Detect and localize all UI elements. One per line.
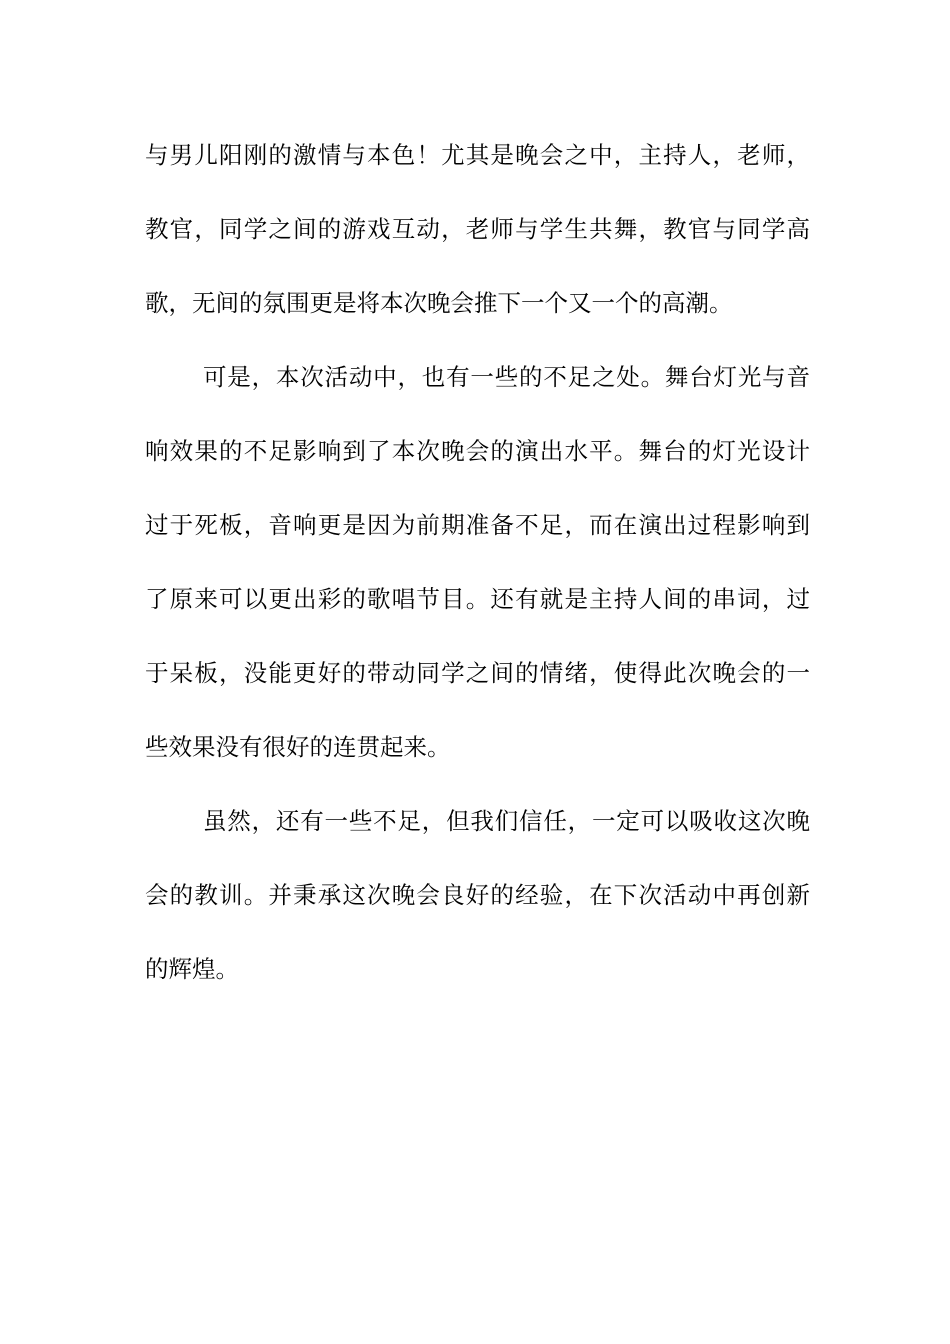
- document-body: [145, 118, 810, 1006]
- text-line: 过于死板，音响更是因为前期准备不足，而在演出过程影响到: [145, 511, 810, 539]
- text-line: 歌，无间的氛围更是将本次晚会推下一个又一个的高潮。: [145, 289, 733, 317]
- paragraph-2: [145, 340, 810, 784]
- text-line: 教官，同学之间的游戏互动，老师与学生共舞，教官与同学高: [145, 215, 810, 243]
- text-line: 会的教训。并秉承这次晚会良好的经验，在下次活动中再创新: [145, 881, 810, 909]
- paragraph-3: [145, 784, 810, 1006]
- text-line: 可是，本次活动中，也有一些的不足之处。舞台灯光与音: [203, 363, 810, 391]
- text-line: 于呆板，没能更好的带动同学之间的情绪，使得此次晚会的一: [145, 659, 810, 687]
- text-line: 响效果的不足影响到了本次晚会的演出水平。舞台的灯光设计: [145, 437, 810, 465]
- paragraph-1: [145, 118, 810, 340]
- text-line: 了原来可以更出彩的歌唱节目。还有就是主持人间的串词，过: [145, 585, 810, 613]
- text-line: 些效果没有很好的连贯起来。: [145, 733, 451, 761]
- text-line: 虽然，还有一些不足，但我们信任，一定可以吸收这次晚: [203, 807, 810, 835]
- text-line: 的辉煌。: [145, 955, 239, 983]
- text-line: 与男儿阳刚的激情与本色！尤其是晚会之中，主持人，老师，: [145, 141, 810, 169]
